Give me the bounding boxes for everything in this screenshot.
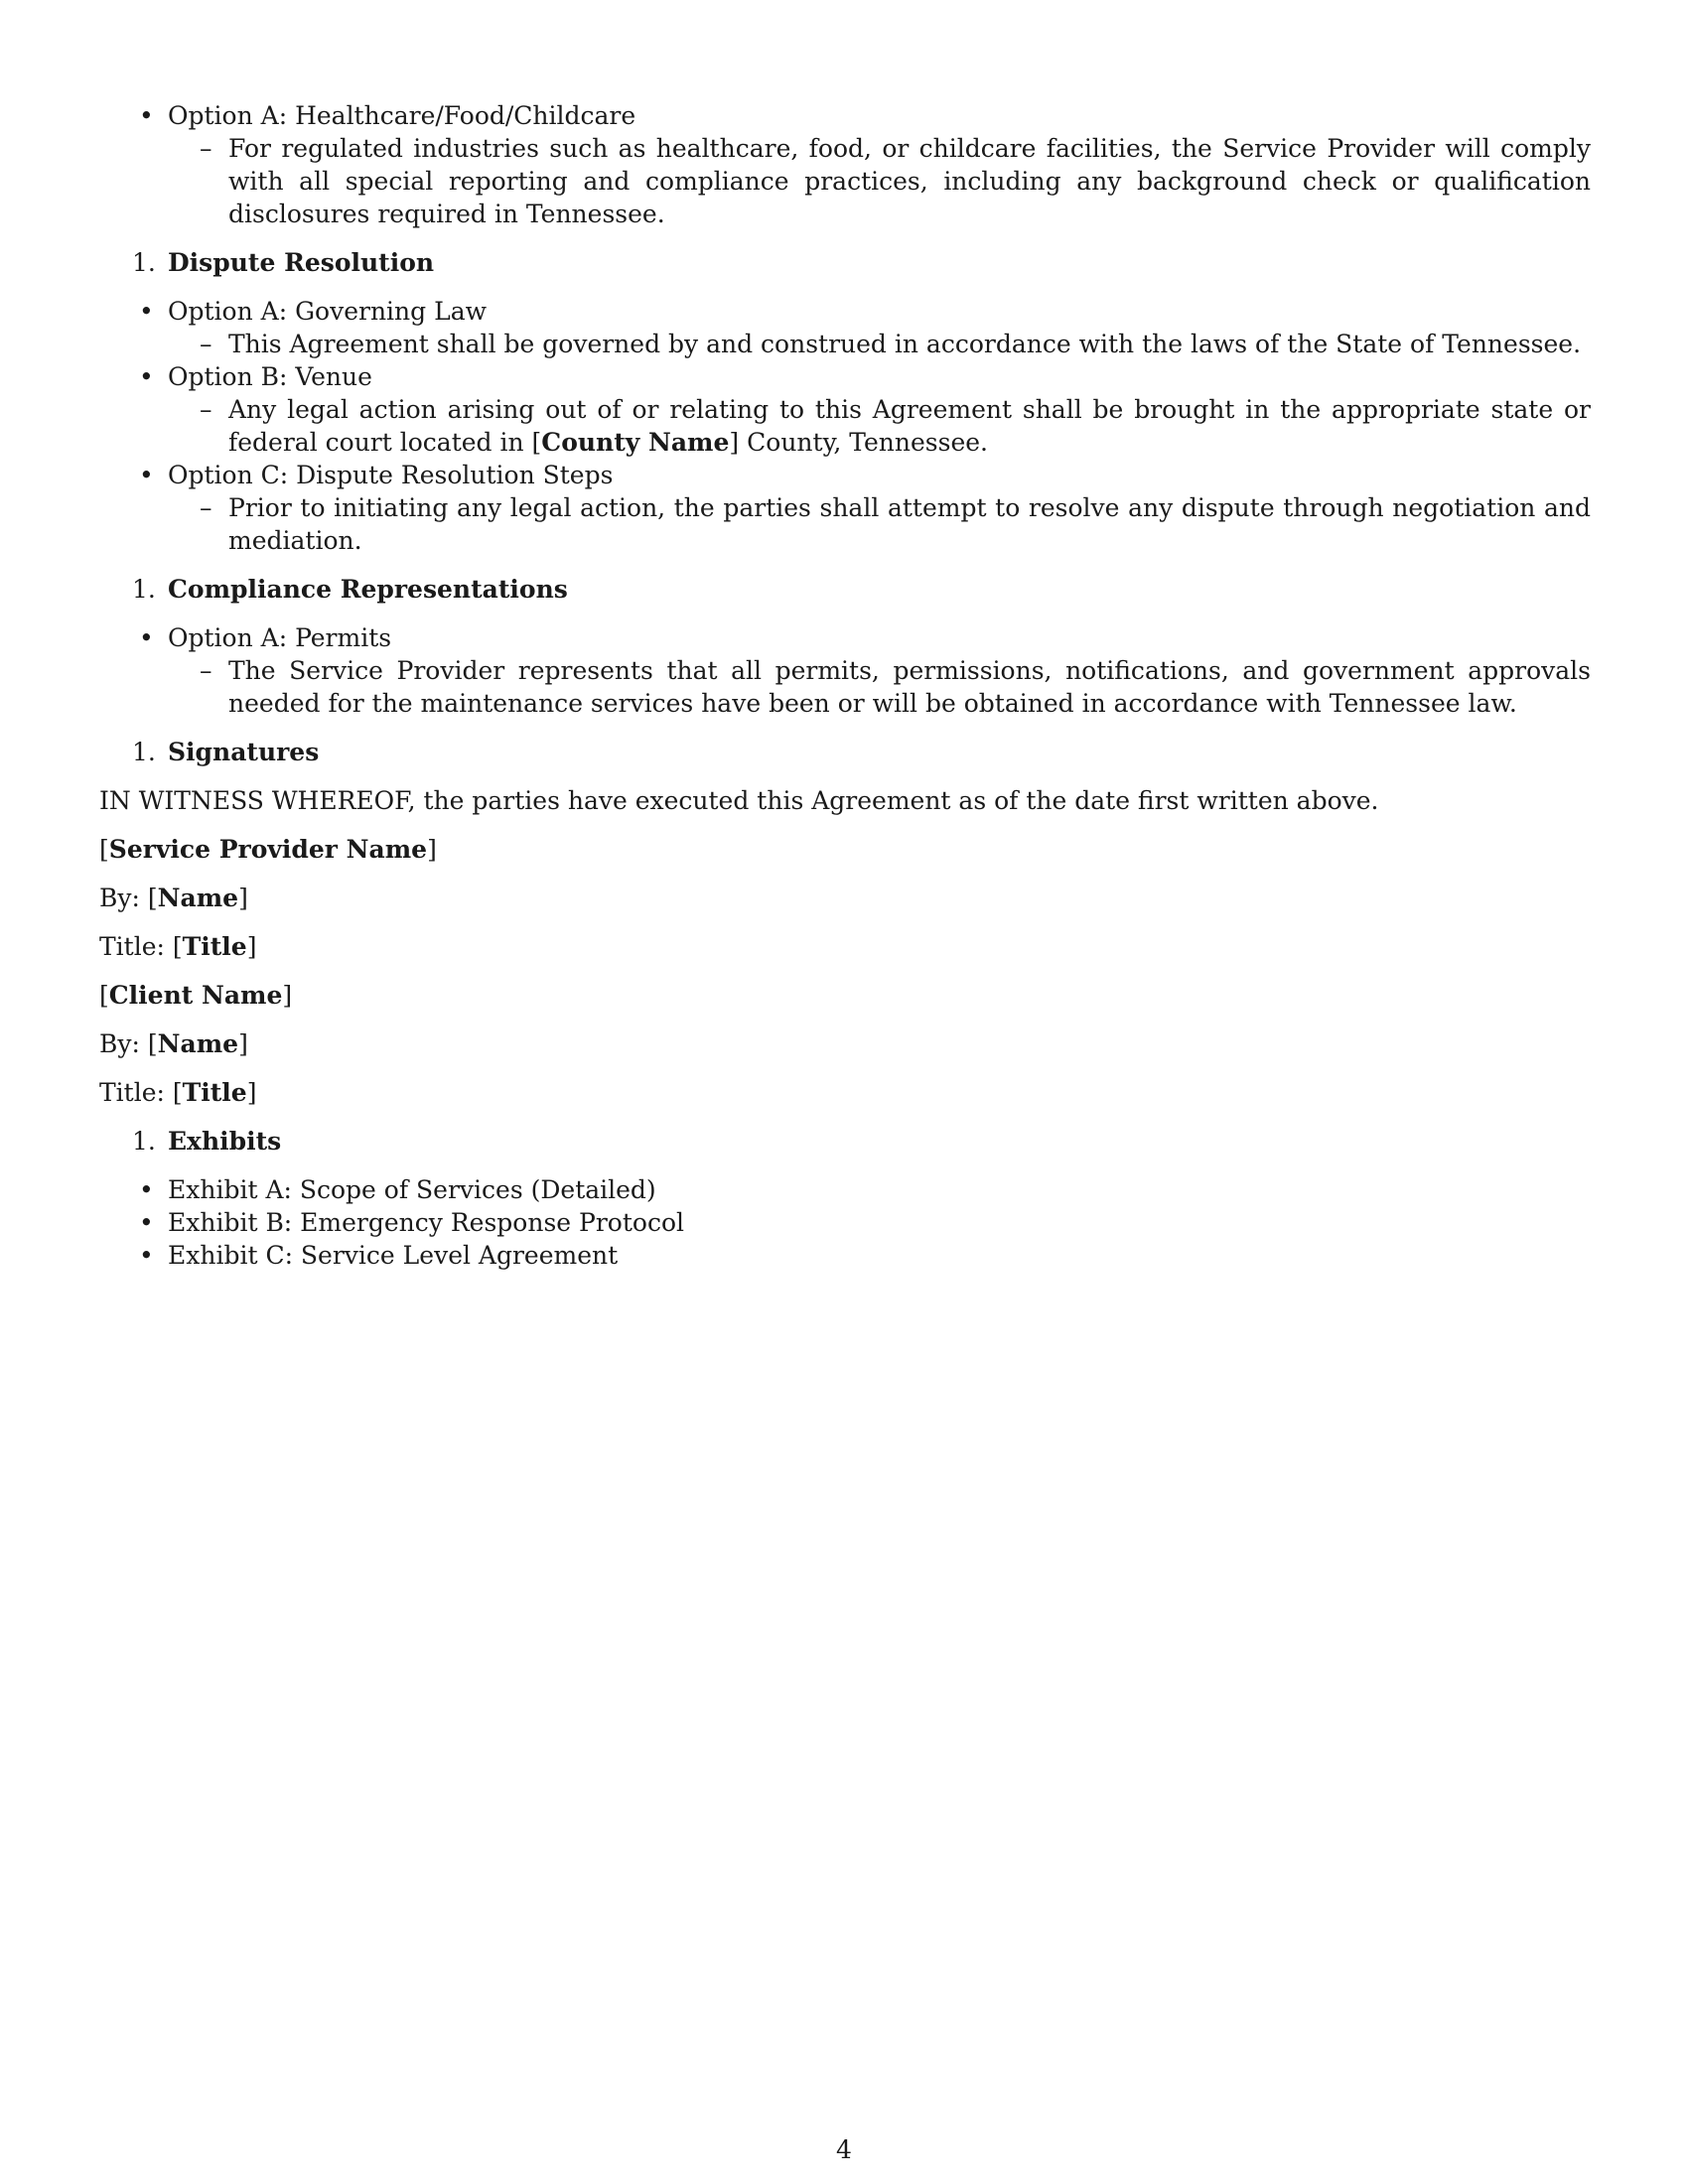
- bracket-close: ]: [246, 932, 257, 961]
- exhibit-label: Exhibit B: Emergency Response Protocol: [168, 1208, 684, 1237]
- bullet-marker: •: [139, 1208, 154, 1237]
- exhibit-label: Exhibit C: Service Level Agreement: [168, 1241, 619, 1270]
- section-number: 1.: [132, 1127, 156, 1156]
- page-number: 4: [836, 2135, 852, 2164]
- signer-name-placeholder: Name: [157, 884, 239, 912]
- industry-options-list: [99, 99, 1591, 230]
- client-name-line: [99, 979, 1591, 1012]
- option-text-end: County, Tennessee.: [739, 428, 988, 457]
- list-item: [99, 99, 1591, 230]
- title-label: Title:: [99, 932, 165, 961]
- witness-statement: IN WITNESS WHEREOF, the parties have executed this Agreement as of the date first written above.: [99, 786, 1379, 815]
- exhibits-list: [99, 1173, 1591, 1272]
- option-text: Any legal action arising out of or relating to this Agreement shall be brought in the appropriate state or federal court located in: [228, 395, 1591, 457]
- signer-title-placeholder: Title: [182, 932, 247, 961]
- by-label: By:: [99, 1029, 140, 1058]
- client-title-line: [99, 1076, 1591, 1109]
- option-detail: [168, 654, 1591, 720]
- dash-marker: –: [200, 493, 212, 522]
- option-detail-list: [168, 132, 1591, 230]
- section-heading-signatures: [99, 736, 1591, 768]
- bracket-close: ]: [238, 884, 248, 912]
- option-label: Option C: Dispute Resolution Steps: [168, 461, 614, 489]
- list-item: [99, 459, 1591, 557]
- section-heading-compliance-representations: [99, 573, 1591, 606]
- service-provider-name-line: [99, 833, 1591, 866]
- bullet-marker: •: [139, 297, 154, 326]
- section-title: Dispute Resolution: [168, 248, 435, 277]
- bracket-open: [: [99, 835, 109, 864]
- section-number: 1.: [132, 738, 156, 766]
- bullet-marker: •: [139, 362, 154, 391]
- page-content: [99, 99, 1591, 1272]
- list-item: [99, 1239, 1591, 1272]
- bracket-close: ]: [282, 981, 293, 1010]
- list-item: [99, 1206, 1591, 1239]
- option-text: The Service Provider represents that all permits, permissions, notifications, and government approvals needed for the maintenance services have been or will be obtained in accordance with Tennessee law.: [228, 656, 1591, 718]
- dash-marker: –: [200, 330, 212, 358]
- section-number: 1.: [132, 248, 156, 277]
- bracket-close: ]: [729, 428, 740, 457]
- option-label: Option B: Venue: [168, 362, 372, 391]
- list-item: [99, 295, 1591, 360]
- county-name-placeholder: County Name: [541, 428, 730, 457]
- bracket-open: [: [147, 884, 158, 912]
- signer-title-placeholder: Title: [182, 1078, 247, 1107]
- section-heading-exhibits: [99, 1125, 1591, 1158]
- bracket-open: [: [99, 981, 109, 1010]
- bullet-marker: •: [139, 623, 154, 652]
- exhibit-label: Exhibit A: Scope of Services (Detailed): [168, 1175, 656, 1204]
- bracket-open: [: [531, 428, 542, 457]
- option-detail: [168, 328, 1591, 360]
- bracket-close: ]: [238, 1029, 248, 1058]
- option-detail: [168, 491, 1591, 557]
- dash-marker: –: [200, 134, 212, 163]
- option-text: This Agreement shall be governed by and construed in accordance with the laws of the State of Tennessee.: [228, 330, 1582, 358]
- option-detail-list: [168, 491, 1591, 557]
- option-detail-list: [168, 393, 1591, 459]
- option-label: Option A: Governing Law: [168, 297, 488, 326]
- option-label: Option A: Permits: [168, 623, 392, 652]
- section-title: Compliance Representations: [168, 575, 568, 604]
- list-item: [99, 1173, 1591, 1206]
- bullet-marker: •: [139, 461, 154, 489]
- compliance-options-list: [99, 621, 1591, 720]
- by-label: By:: [99, 884, 140, 912]
- option-detail-list: [168, 654, 1591, 720]
- bracket-open: [: [147, 1029, 158, 1058]
- bracket-open: [: [172, 1078, 183, 1107]
- client-name-placeholder: Client Name: [108, 981, 283, 1010]
- dispute-options-list: [99, 295, 1591, 557]
- service-provider-name-placeholder: Service Provider Name: [108, 835, 428, 864]
- dash-marker: –: [200, 656, 212, 685]
- option-detail-list: [168, 328, 1591, 360]
- bullet-marker: •: [139, 1241, 154, 1270]
- bracket-close: ]: [427, 835, 437, 864]
- section-heading-dispute-resolution: [99, 246, 1591, 279]
- option-detail: [168, 393, 1591, 459]
- service-provider-title-line: [99, 930, 1591, 963]
- option-text: Prior to initiating any legal action, the parties shall attempt to resolve any dispute through negotiation and mediation.: [228, 493, 1591, 555]
- signer-name-placeholder: Name: [157, 1029, 239, 1058]
- section-number: 1.: [132, 575, 156, 604]
- option-label: Option A: Healthcare/Food/Childcare: [168, 101, 636, 130]
- bullet-marker: •: [139, 101, 154, 130]
- title-label: Title:: [99, 1078, 165, 1107]
- option-detail: [168, 132, 1591, 230]
- bullet-marker: •: [139, 1175, 154, 1204]
- client-by-line: [99, 1027, 1591, 1060]
- bracket-close: ]: [246, 1078, 257, 1107]
- section-title: Exhibits: [168, 1127, 282, 1156]
- service-provider-by-line: [99, 882, 1591, 914]
- dash-marker: –: [200, 395, 212, 424]
- list-item: [99, 621, 1591, 720]
- option-text: For regulated industries such as healthcare, food, or childcare facilities, the Service Provider will comply with all special reporting and compliance practices, including any background check or qualification disclosures required in Tennessee.: [228, 134, 1591, 228]
- list-item: [99, 360, 1591, 459]
- section-title: Signatures: [168, 738, 320, 766]
- bracket-open: [: [172, 932, 183, 961]
